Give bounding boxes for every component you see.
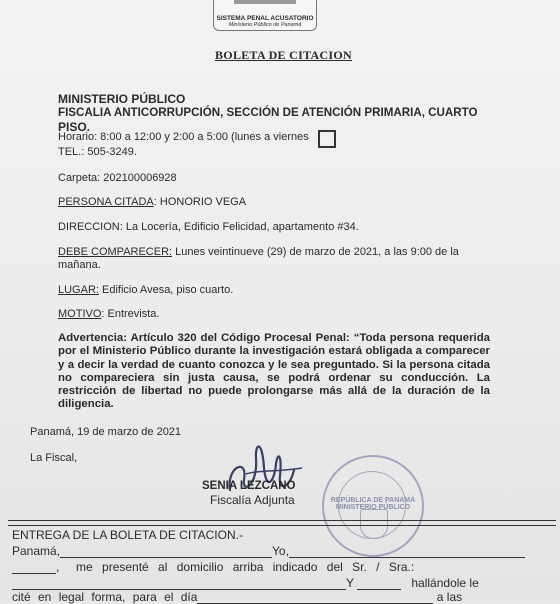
entrega-y-label: Y (346, 576, 355, 590)
seal-shield-icon (360, 509, 388, 539)
lugar-value: Edificio Avesa, piso cuarto. (98, 284, 234, 296)
entrega-presente-line: , me presenté al domicilio arriba indicado del Sr. / Sra.: (12, 560, 414, 574)
entrega-alas: a las (436, 590, 463, 604)
persona-citada (58, 196, 246, 208)
carpeta-number: Carpeta: 202100006928 (58, 172, 177, 184)
header-ministerio: MINISTERIO PÚBLICO (58, 92, 186, 106)
entrega-panama-line (12, 544, 525, 558)
blank-presente-field[interactable] (12, 573, 56, 574)
entrega-y-line (12, 576, 479, 590)
entrega-panama-label: Panamá, (12, 544, 61, 558)
comparecer-line-2: mañana. (58, 259, 101, 271)
entrega-yo-label: Yo, (272, 544, 289, 558)
lugar (58, 284, 233, 296)
logo-line-1: SISTEMA PENAL ACUSATORIO (216, 15, 314, 22)
logo-line-2: Ministerio Público de Panamá (228, 22, 302, 28)
signer-role: Fiscalía Adjunta (210, 493, 295, 507)
advertencia-paragraph: Advertencia: Artículo 320 del Código Procesal Penal: “Toda persona requerida por el Ministerio Público durante la investigación estará obligada a comparecer y a decir la verdad de cuanto conozca y le sea preguntado. Si la persona citada no compareciera sin justa causa, se podrá ordenar su conducción. La restricción de libertad no puede prolongarse más allá de la duración de la diligencia. (58, 332, 490, 411)
direccion: DIRECCION: La Locería, Edificio Felicidad, apartamento #34. (58, 221, 359, 233)
entrega-hallandole: hallándole le (411, 576, 479, 590)
header-horario: Horario: 8:00 a 12:00 y 2:00 a 5:00 (lunes a viernes (58, 131, 309, 143)
entrega-cite-line (12, 590, 462, 604)
section-divider-bottom (8, 525, 556, 526)
seal-text: REPÚBLICA DE PANAMÁ MINISTERIO PÚBLICO (330, 497, 416, 511)
lugar-label: LUGAR: (58, 284, 99, 296)
checkbox[interactable] (318, 130, 336, 148)
blank-nombre-field[interactable] (289, 557, 525, 558)
entrega-cite-text: cité en legal forma, para el día (12, 590, 198, 604)
entrega-presente-text: me presenté al domicilio arriba indicado del Sr. / Sra.: (76, 560, 415, 574)
entrega-title: ENTREGA DE LA BOLETA DE CITACION.- (12, 528, 243, 542)
fiscal-label: La Fiscal, (30, 452, 78, 464)
header-fiscalia: FISCALIA ANTICORRUPCIÓN, SECCIÓN DE ATENCIÓN PRIMARIA, CUARTO (58, 106, 478, 119)
official-seal (322, 455, 424, 557)
document-title: BOLETA DE CITACION (215, 48, 352, 62)
comparecer-label: DEBE COMPARECER: (58, 246, 173, 258)
institution-logo (213, 0, 317, 31)
fecha: Panamá, 19 de marzo de 2021 (30, 426, 182, 438)
comparecer-value: Lunes veintinueve (29) de marzo de 2021, a las 9:00 de la (172, 246, 459, 258)
header-piso: PISO. (58, 120, 91, 134)
motivo (58, 308, 159, 320)
header-telefono: TEL.: 505-3249. (58, 146, 137, 158)
comparecer (58, 246, 459, 258)
motivo-value: : Entrevista. (101, 308, 160, 320)
blank-fecha-field[interactable] (60, 557, 272, 558)
section-divider-top (8, 520, 556, 521)
persona-label: PERSONA CITADA (58, 196, 154, 208)
signer-name: SENIA LEZCANO (202, 480, 296, 492)
motivo-label: MOTIVO (58, 308, 102, 320)
persona-value: : HONORIO VEGA (153, 196, 247, 208)
